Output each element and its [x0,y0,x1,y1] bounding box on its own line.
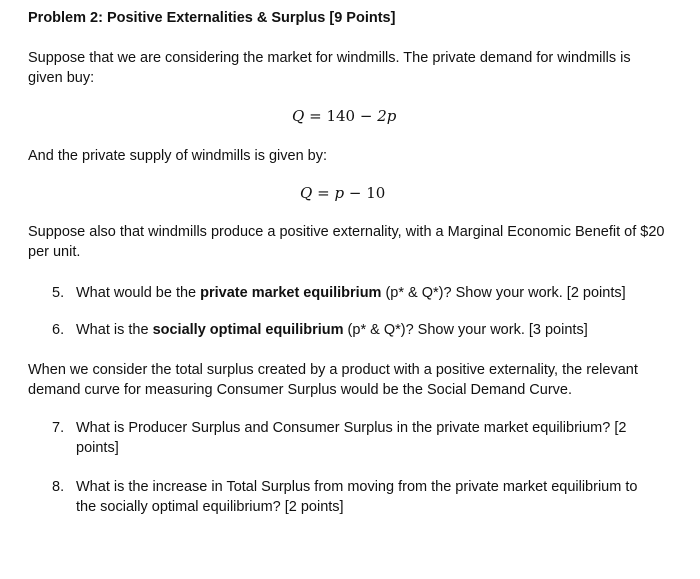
supply-lhs: Q [300,184,313,202]
question-text: What is Producer Surplus and Consumer Surplus in the private market equilibrium? [2 points] [76,420,627,456]
question-number: 6. [52,322,65,338]
question-text-pre: What is the [76,322,153,338]
question-text-post: (p* & Q*)? Show your work. [2 points] [381,285,626,301]
supply-variable: p [334,184,345,202]
supply-equation [300,184,385,202]
demand-equation [292,107,396,125]
demand-term: 2p [377,107,397,125]
question-text [76,283,662,303]
question-text: What is the increase in Total Surplus from moving from the private market equilibrium to the socially optimal equilibrium? [2 points] [76,479,638,515]
question-text-post: (p* & Q*)? Show your work. [3 points] [343,322,588,338]
question-number: 7. [52,420,65,436]
demand-operator: − [359,107,373,125]
demand-constant: 140 [326,107,356,125]
question-text [76,320,662,340]
surplus-paragraph: When we consider the total surplus created by a product with a positive externality, the relevant demand curve for measuring Consumer Surplus would be the Social Demand Curve. [28,362,638,398]
demand-equals: = [309,107,322,125]
question-number: 8. [52,479,65,495]
supply-operator: − [348,184,362,202]
supply-intro: And the private supply of windmills is given by: [28,148,328,164]
supply-constant: 10 [366,184,386,202]
demand-lhs: Q [292,107,305,125]
supply-equals: = [317,184,330,202]
question-number: 5. [52,285,65,301]
problem-title: Problem 2: Positive Externalities & Surplus [9 Points] [28,10,396,26]
intro-paragraph: Suppose that we are considering the market for windmills. The private demand for windmills is given buy: [28,50,631,86]
externality-paragraph: Suppose also that windmills produce a positive externality, with a Marginal Economic Benefit of $20 per unit. [28,224,665,260]
question-text-pre: What would be the [76,285,201,301]
question-text-bold: private market equilibrium [200,285,382,301]
question-text-bold: socially optimal equilibrium [152,322,344,338]
